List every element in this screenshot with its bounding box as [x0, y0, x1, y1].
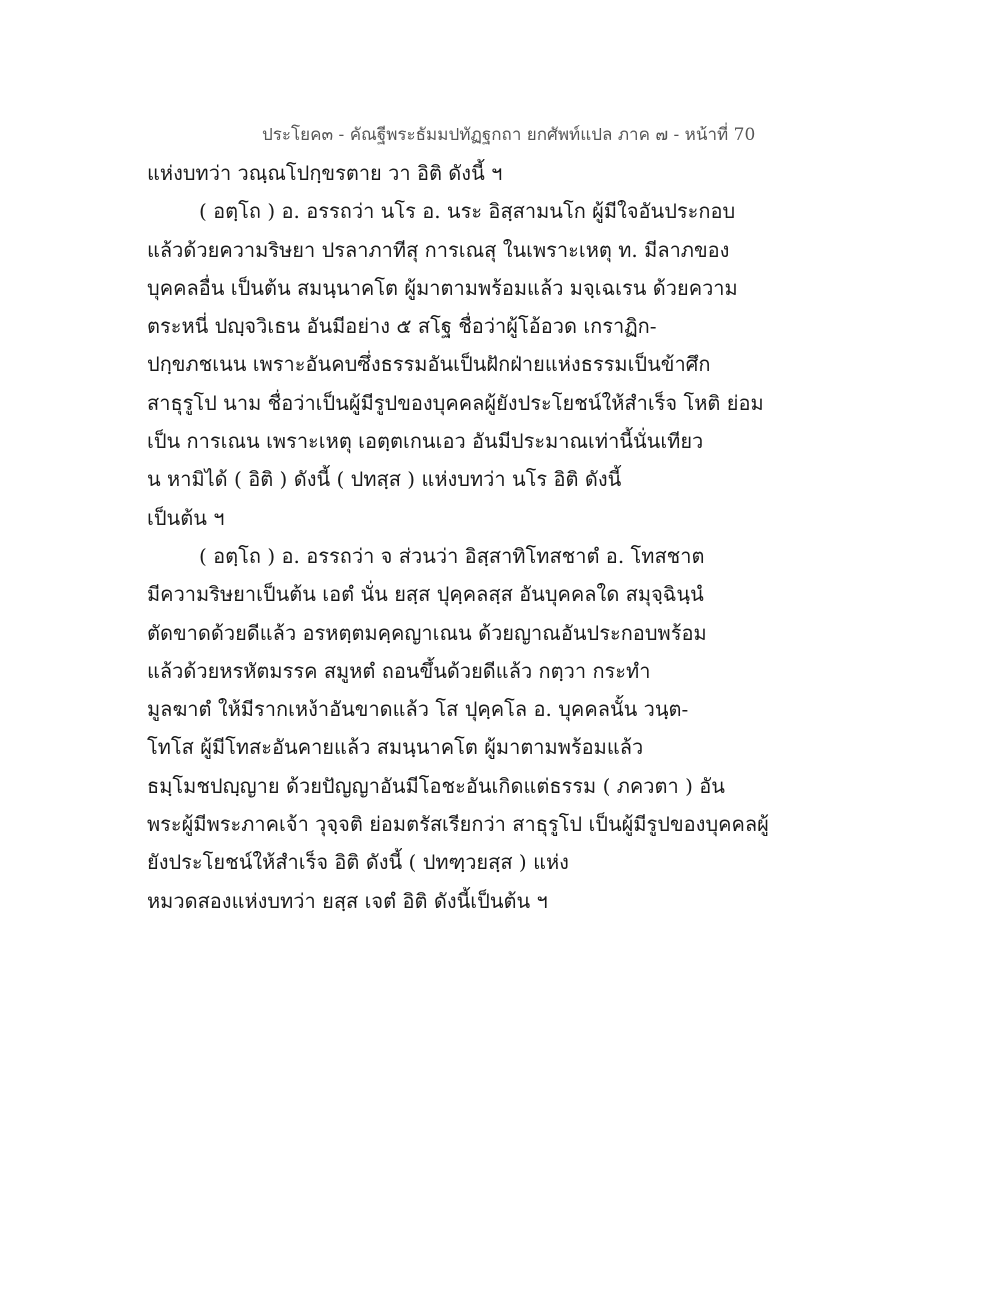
text-line: ยังประโยชน์ให้สำเร็จ อิติ ดังนี้ ( ปทฑฺวยสฺส ) แห่ง: [147, 850, 569, 875]
text-line: มูลฆาตํ ให้มีรากเหง้าอันขาดแล้ว โส ปุคฺคโล อ. บุคคลนั้น วนฺต-: [147, 697, 689, 722]
text-line: ( อตฺโถ ) อ. อรรถว่า จ ส่วนว่า อิสฺสาทิโทสชาตํ อ. โทสชาต: [199, 543, 705, 568]
page-header: ประโยค๓ - คัณฐีพระธัมมปทัฏฐกถา ยกศัพท์แปล ภาค ๗ - หน้าที่ 70: [262, 125, 756, 145]
text-line: ( อตฺโถ ) อ. อรรถว่า นโร อ. นระ อิสฺสามนโก ผู้มีใจอันประกอบ: [199, 199, 736, 224]
text-line: บุคคลอื่น เป็นต้น สมนฺนาคโต ผู้มาตามพร้อมแล้ว มจฺเฉเรน ด้วยความ: [147, 275, 738, 300]
text-line: น หามิได้ ( อิติ ) ดังนี้ ( ปทสฺส ) แห่งบทว่า นโร อิติ ดังนี้: [147, 467, 622, 492]
body-text: [147, 154, 787, 920]
text-line: แล้วด้วยหรหัตมรรค สมูหตํ ถอนขึ้นด้วยดีแล้ว กตฺวา กระทำ: [147, 658, 651, 683]
text-line: ธมฺโมชปญฺญาย ด้วยปัญญาอันมีโอชะอันเกิดแต่ธรรม ( ภควตา ) อัน: [147, 773, 725, 798]
text-line: ตระหนี่ ปญฺจวิเธน อันมีอย่าง ๕ สโฐ ชื่อว่าผู้โอ้อวด เกราฏิก-: [147, 314, 657, 339]
text-line: แล้วด้วยความริษยา ปรลาภาทีสุ การเณสุ ในเพราะเหตุ ท. มีลาภของ: [147, 237, 730, 262]
text-line: หมวดสองแห่งบทว่า ยสฺส เจตํ อิติ ดังนี้เป็นต้น ฯ: [147, 888, 548, 913]
text-line: พระผู้มีพระภาคเจ้า วุจฺจติ ย่อมตรัสเรียกว่า สาธุรูโป เป็นผู้มีรูปของบุคคลผู้: [147, 812, 769, 837]
text-line: โทโส ผู้มีโทสะอันคายแล้ว สมนฺนาคโต ผู้มาตามพร้อมแล้ว: [147, 735, 644, 760]
text-line: เป็น การเณน เพราะเหตุ เอตฺตเกนเอว อันมีประมาณเท่านี้นั่นเทียว: [147, 429, 704, 454]
text-line: เป็นต้น ฯ: [147, 505, 225, 530]
text-line: แห่งบทว่า วณฺณโปกฺขรตาย วา อิติ ดังนี้ ฯ: [147, 161, 503, 185]
text-line: ตัดขาดด้วยดีแล้ว อรหตฺตมคฺคญาเณน ด้วยญาณอันประกอบพร้อม: [147, 620, 707, 645]
text-line: มีความริษยาเป็นต้น เอตํ นั่น ยสฺส ปุคฺคลสฺส อันบุคคลใด สมุจฺฉินฺนํ: [147, 582, 704, 607]
text-line: ปกฺขภชเนน เพราะอันคบซึ่งธรรมอันเป็นฝักฝ่ายแห่งธรรมเป็นข้าศึก: [147, 352, 711, 377]
text-line: สาธุรูโป นาม ชื่อว่าเป็นผู้มีรูปของบุคคลผู้ยังประโยชน์ให้สำเร็จ โหติ ย่อม: [147, 390, 764, 415]
